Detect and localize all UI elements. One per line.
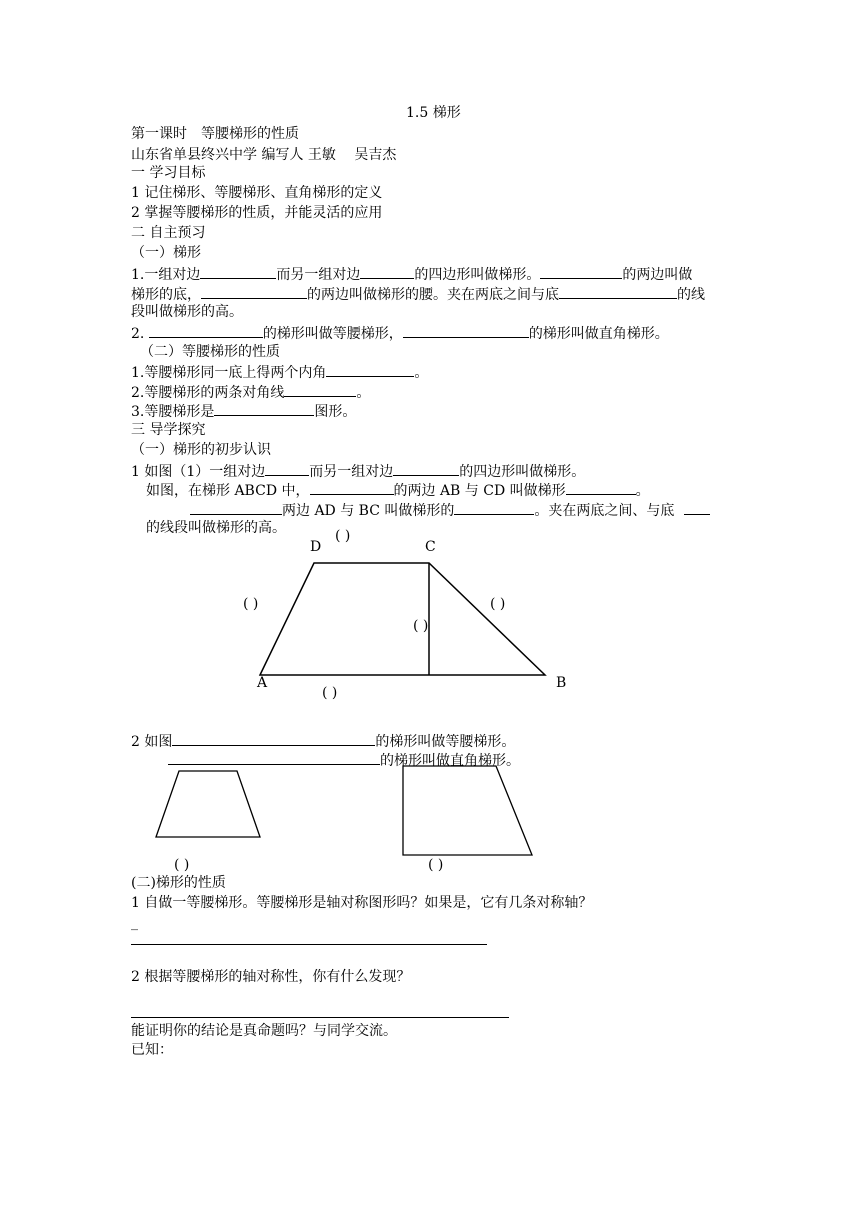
text: 2.	[131, 326, 149, 342]
page-title: 1.5 梯形	[406, 105, 461, 121]
text: 。	[356, 385, 371, 401]
text: 的线	[677, 287, 705, 303]
answer-line-2[interactable]	[131, 1017, 509, 1018]
section-heading-preview: 二 自主预习	[131, 225, 206, 241]
label-blank-height[interactable]: ( )	[413, 618, 429, 634]
label-blank-left[interactable]: ( )	[243, 596, 259, 612]
lesson-title: 第一课时 等腰梯形的性质	[131, 126, 299, 142]
text: 的梯形叫做直角梯形。	[380, 753, 520, 769]
sub-heading-trapezoid: （一）梯形	[131, 245, 201, 261]
explore-q2-line2	[168, 750, 520, 770]
text: 的两边叫做梯形的腰。夹在两底之间与底	[307, 287, 559, 303]
vertex-label-a: A	[257, 675, 268, 691]
text: 而另一组对边	[309, 464, 394, 480]
blank[interactable]	[168, 750, 380, 765]
preview-q1-line3: 段叫做梯形的高。	[131, 304, 243, 320]
label-blank-top[interactable]: ( )	[335, 528, 351, 544]
text: 。	[414, 365, 429, 381]
text: 的四边形叫做梯形。	[459, 464, 586, 480]
explore-q4: 2 根据等腰梯形的轴对称性，你有什么发现？	[131, 969, 411, 985]
explore-q1-line4: 的线段叫做梯形的高。	[146, 520, 286, 536]
right-trapezoid-shape	[403, 766, 532, 855]
text: 的两边叫做	[622, 267, 693, 283]
known-label: 已知：	[131, 1042, 173, 1058]
text: 的梯形叫做等腰梯形，	[262, 326, 403, 342]
explore-q3: 1 自做一等腰梯形。等腰梯形是轴对称图形吗？如果是，它有几条对称轴？	[131, 895, 593, 911]
vertex-label-c: C	[425, 539, 436, 555]
label-blank-right-trapezoid[interactable]: ( )	[428, 857, 444, 873]
text: 。夹在两底之间、与底	[534, 503, 675, 519]
isosceles-trapezoid-shape	[156, 771, 260, 837]
text: 3.等腰梯形是	[131, 404, 215, 420]
text: 1.等腰梯形同一底上得两个内角	[131, 365, 327, 381]
author-line: 山东省单县终兴中学 编写人 王敏 吴吉杰	[131, 147, 397, 163]
sub-heading-intro: （一）梯形的初步认识	[131, 442, 271, 458]
label-blank-isosceles[interactable]: ( )	[174, 857, 190, 873]
section-heading-explore: 三 导学探究	[131, 422, 206, 438]
text: 的四边形叫做梯形。	[414, 267, 541, 283]
text: 2 如图	[131, 734, 173, 750]
text: 而另一组对边	[276, 267, 361, 283]
label-blank-bottom[interactable]: ( )	[322, 685, 338, 701]
text: 梯形的底，	[131, 287, 201, 303]
goal-1: 1 记住梯形、等腰梯形、直角梯形的定义	[131, 185, 383, 201]
text: 的梯形叫做直角梯形。	[528, 326, 669, 342]
goal-2: 2 掌握等腰梯形的性质，并能灵活的应用	[131, 205, 383, 221]
vertex-label-d: D	[310, 539, 322, 555]
dash-mark: _	[131, 915, 138, 931]
explore-q2-line1	[131, 731, 515, 751]
sub-heading-isosceles: （二）等腰梯形的性质	[140, 344, 280, 360]
text: 图形。	[314, 404, 357, 420]
text: 的梯形叫做等腰梯形。	[375, 734, 516, 750]
section-heading-goals: 一 学习目标	[131, 165, 206, 181]
text: 的两边 AB 与 CD 叫做梯形	[393, 483, 566, 499]
sub-heading-properties: (二)梯形的性质	[131, 875, 226, 891]
text: 1 如图（1）一组对边	[131, 464, 266, 480]
trapezoid-abcd-shape	[260, 563, 545, 675]
text: 2.等腰梯形的两条对角线	[131, 385, 285, 401]
answer-line-1[interactable]	[131, 944, 487, 945]
vertex-label-b: B	[556, 675, 567, 691]
text: 两边 AD 与 BC 叫做梯形的	[282, 503, 455, 519]
explore-q5: 能证明你的结论是真命题吗？与同学交流。	[131, 1023, 397, 1039]
text: 1.一组对边	[131, 267, 201, 283]
text: 如图，在梯形 ABCD 中，	[146, 483, 310, 499]
blank[interactable]	[172, 731, 375, 746]
label-blank-right[interactable]: ( )	[490, 596, 506, 612]
text: 。	[635, 483, 650, 499]
